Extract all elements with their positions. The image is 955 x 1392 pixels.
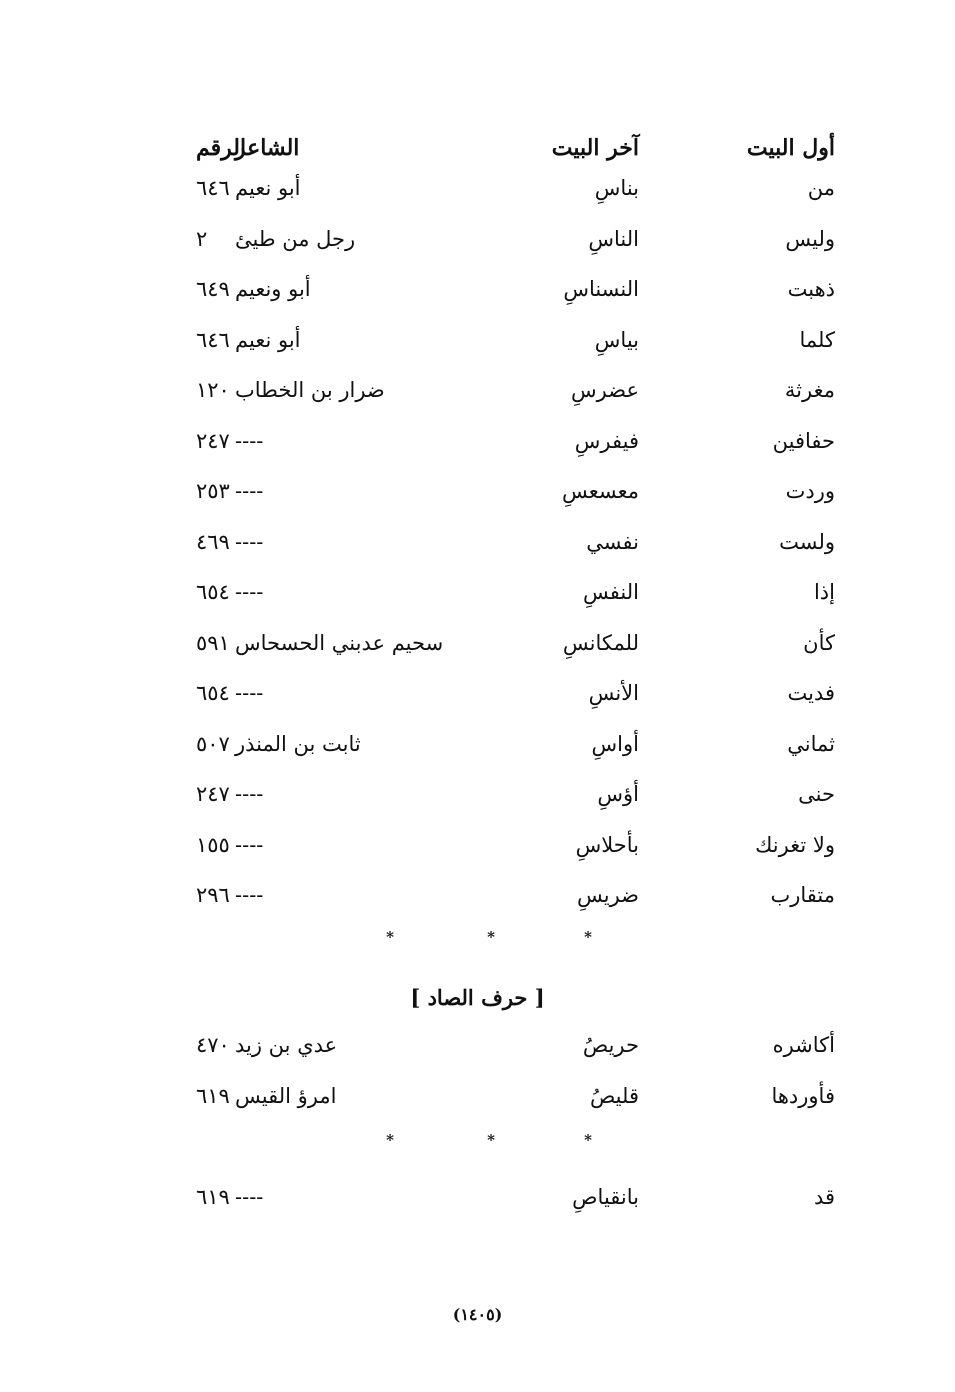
table-row: [0, 1177, 955, 1217]
table-row: [0, 623, 955, 663]
table-row: [0, 168, 955, 208]
table-row: [0, 1025, 955, 1065]
table-row: [0, 421, 955, 461]
table-row: [0, 875, 955, 915]
last-verse-cell: حريصُ: [582, 1033, 639, 1057]
last-verse-cell: بناسِ: [594, 176, 639, 200]
table-row: [0, 724, 955, 764]
first-verse-cell: أكاشره: [772, 1033, 835, 1057]
first-verse-cell: كلما: [799, 327, 835, 352]
first-verse-cell: كأن: [803, 630, 835, 655]
last-verse-cell: للمكانسِ: [562, 630, 639, 655]
first-verse-cell: وردت: [785, 479, 835, 503]
last-verse-cell: عضرسِ: [571, 378, 639, 402]
number-cell: ٢٩٦: [196, 883, 230, 907]
poet-cell: أبو ونعيم: [235, 277, 311, 301]
first-verse-cell: فديت: [787, 681, 835, 705]
separator-star: *: [487, 928, 495, 946]
first-verse-cell: إذا: [813, 580, 835, 604]
number-cell: ٢٤٧: [196, 782, 230, 806]
table-row: [0, 673, 955, 713]
poet-cell: أبو نعيم: [235, 176, 301, 200]
last-verse-cell: معسعسِ: [561, 479, 639, 503]
number-cell: ٤٦٩: [196, 529, 230, 554]
table-row: [0, 320, 955, 360]
last-verse-cell: أواسِ: [591, 731, 639, 756]
section-title: [ حرف الصاد ]: [410, 985, 545, 1010]
separator-stars-2: [0, 1125, 955, 1155]
header-first-verse: أول البيت: [746, 135, 835, 161]
first-verse-cell: من: [807, 176, 835, 200]
poet-cell: سحيم عدبني الحسحاس: [235, 630, 444, 655]
number-cell: ٦٤٦: [196, 327, 230, 352]
separator-star: *: [386, 1131, 394, 1149]
poet-cell: ----: [235, 580, 264, 604]
first-verse-cell: ذهبت: [787, 277, 835, 301]
number-cell: ٦١٩: [196, 1185, 230, 1209]
last-verse-cell: بياسِ: [594, 327, 639, 352]
header-number: الرقم: [196, 135, 247, 161]
poet-cell: امرؤ القيس: [235, 1084, 337, 1108]
last-verse-cell: فيفرسِ: [574, 428, 639, 453]
poet-cell: أبو نعيم: [235, 327, 301, 352]
first-verse-cell: ولست: [779, 529, 835, 554]
separator-star: *: [487, 1131, 495, 1149]
first-verse-cell: فأوردها: [771, 1084, 835, 1108]
table-row: [0, 471, 955, 511]
poet-cell: ----: [235, 479, 264, 503]
first-verse-cell: مغرثة: [784, 378, 835, 402]
number-cell: ٥٠٧: [196, 731, 230, 756]
last-verse-cell: الأنسِ: [588, 681, 639, 705]
last-verse-cell: نفسي: [586, 529, 639, 554]
table-row: [0, 774, 955, 814]
number-cell: ٦٤٩: [196, 277, 230, 301]
first-verse-cell: ثماني: [787, 731, 835, 756]
first-verse-cell: وليس: [785, 226, 835, 251]
table-row: [0, 825, 955, 865]
last-verse-cell: الناسِ: [588, 226, 639, 251]
last-verse-cell: النسناسِ: [563, 277, 639, 301]
number-cell: ٦١٩: [196, 1084, 230, 1108]
poet-cell: عدي بن زيد: [235, 1033, 338, 1057]
first-verse-cell: قد: [813, 1185, 835, 1209]
poet-cell: ----: [235, 681, 264, 705]
table-row: [0, 1076, 955, 1116]
poet-cell: ----: [235, 883, 264, 907]
first-verse-cell: حنى: [798, 782, 835, 806]
number-cell: ٤٧٠: [196, 1033, 230, 1057]
poet-cell: ----: [235, 782, 264, 806]
number-cell: ٦٤٦: [196, 176, 230, 200]
poet-cell: ----: [235, 1185, 264, 1209]
number-cell: ٥٩١: [196, 630, 230, 655]
table-row: [0, 572, 955, 612]
poet-cell: ثابت بن المنذر: [235, 731, 361, 756]
poet-cell: ----: [235, 832, 264, 857]
page-number: (١٤٠٥): [452, 1305, 503, 1324]
header-last-verse: آخر البيت: [551, 135, 639, 161]
first-verse-cell: حفافين: [772, 428, 835, 453]
table-row: [0, 370, 955, 410]
table-row: [0, 219, 955, 259]
number-cell: ٦٥٤: [196, 580, 230, 604]
separator-star: *: [584, 928, 592, 946]
last-verse-cell: بأحلاسِ: [575, 832, 639, 857]
number-cell: ٦٥٤: [196, 681, 230, 705]
separator-star: *: [584, 1131, 592, 1149]
number-cell: ١٢٠: [196, 378, 230, 402]
number-cell: ١٥٥: [196, 832, 230, 857]
table-header: [0, 128, 955, 168]
last-verse-cell: النفسِ: [583, 580, 639, 604]
last-verse-cell: أؤسِ: [597, 782, 639, 806]
first-verse-cell: ولا تغرنك: [755, 832, 835, 857]
poet-cell: ----: [235, 428, 264, 453]
separator-star: *: [386, 928, 394, 946]
number-cell: ٢: [196, 226, 208, 251]
last-verse-cell: بانقياصِ: [572, 1185, 639, 1209]
first-verse-cell: متقارب: [770, 883, 835, 907]
header-poet: الشاعر: [235, 135, 300, 161]
table-row: [0, 522, 955, 562]
last-verse-cell: قليصُ: [589, 1084, 639, 1108]
table-row: [0, 269, 955, 309]
number-cell: ٢٥٣: [196, 479, 230, 503]
poet-cell: رجل من طيئ: [235, 226, 356, 251]
poet-cell: ----: [235, 529, 264, 554]
number-cell: ٢٤٧: [196, 428, 230, 453]
last-verse-cell: ضريسِ: [576, 883, 639, 907]
separator-stars-1: [0, 922, 955, 952]
poet-cell: ضرار بن الخطاب: [235, 378, 385, 402]
